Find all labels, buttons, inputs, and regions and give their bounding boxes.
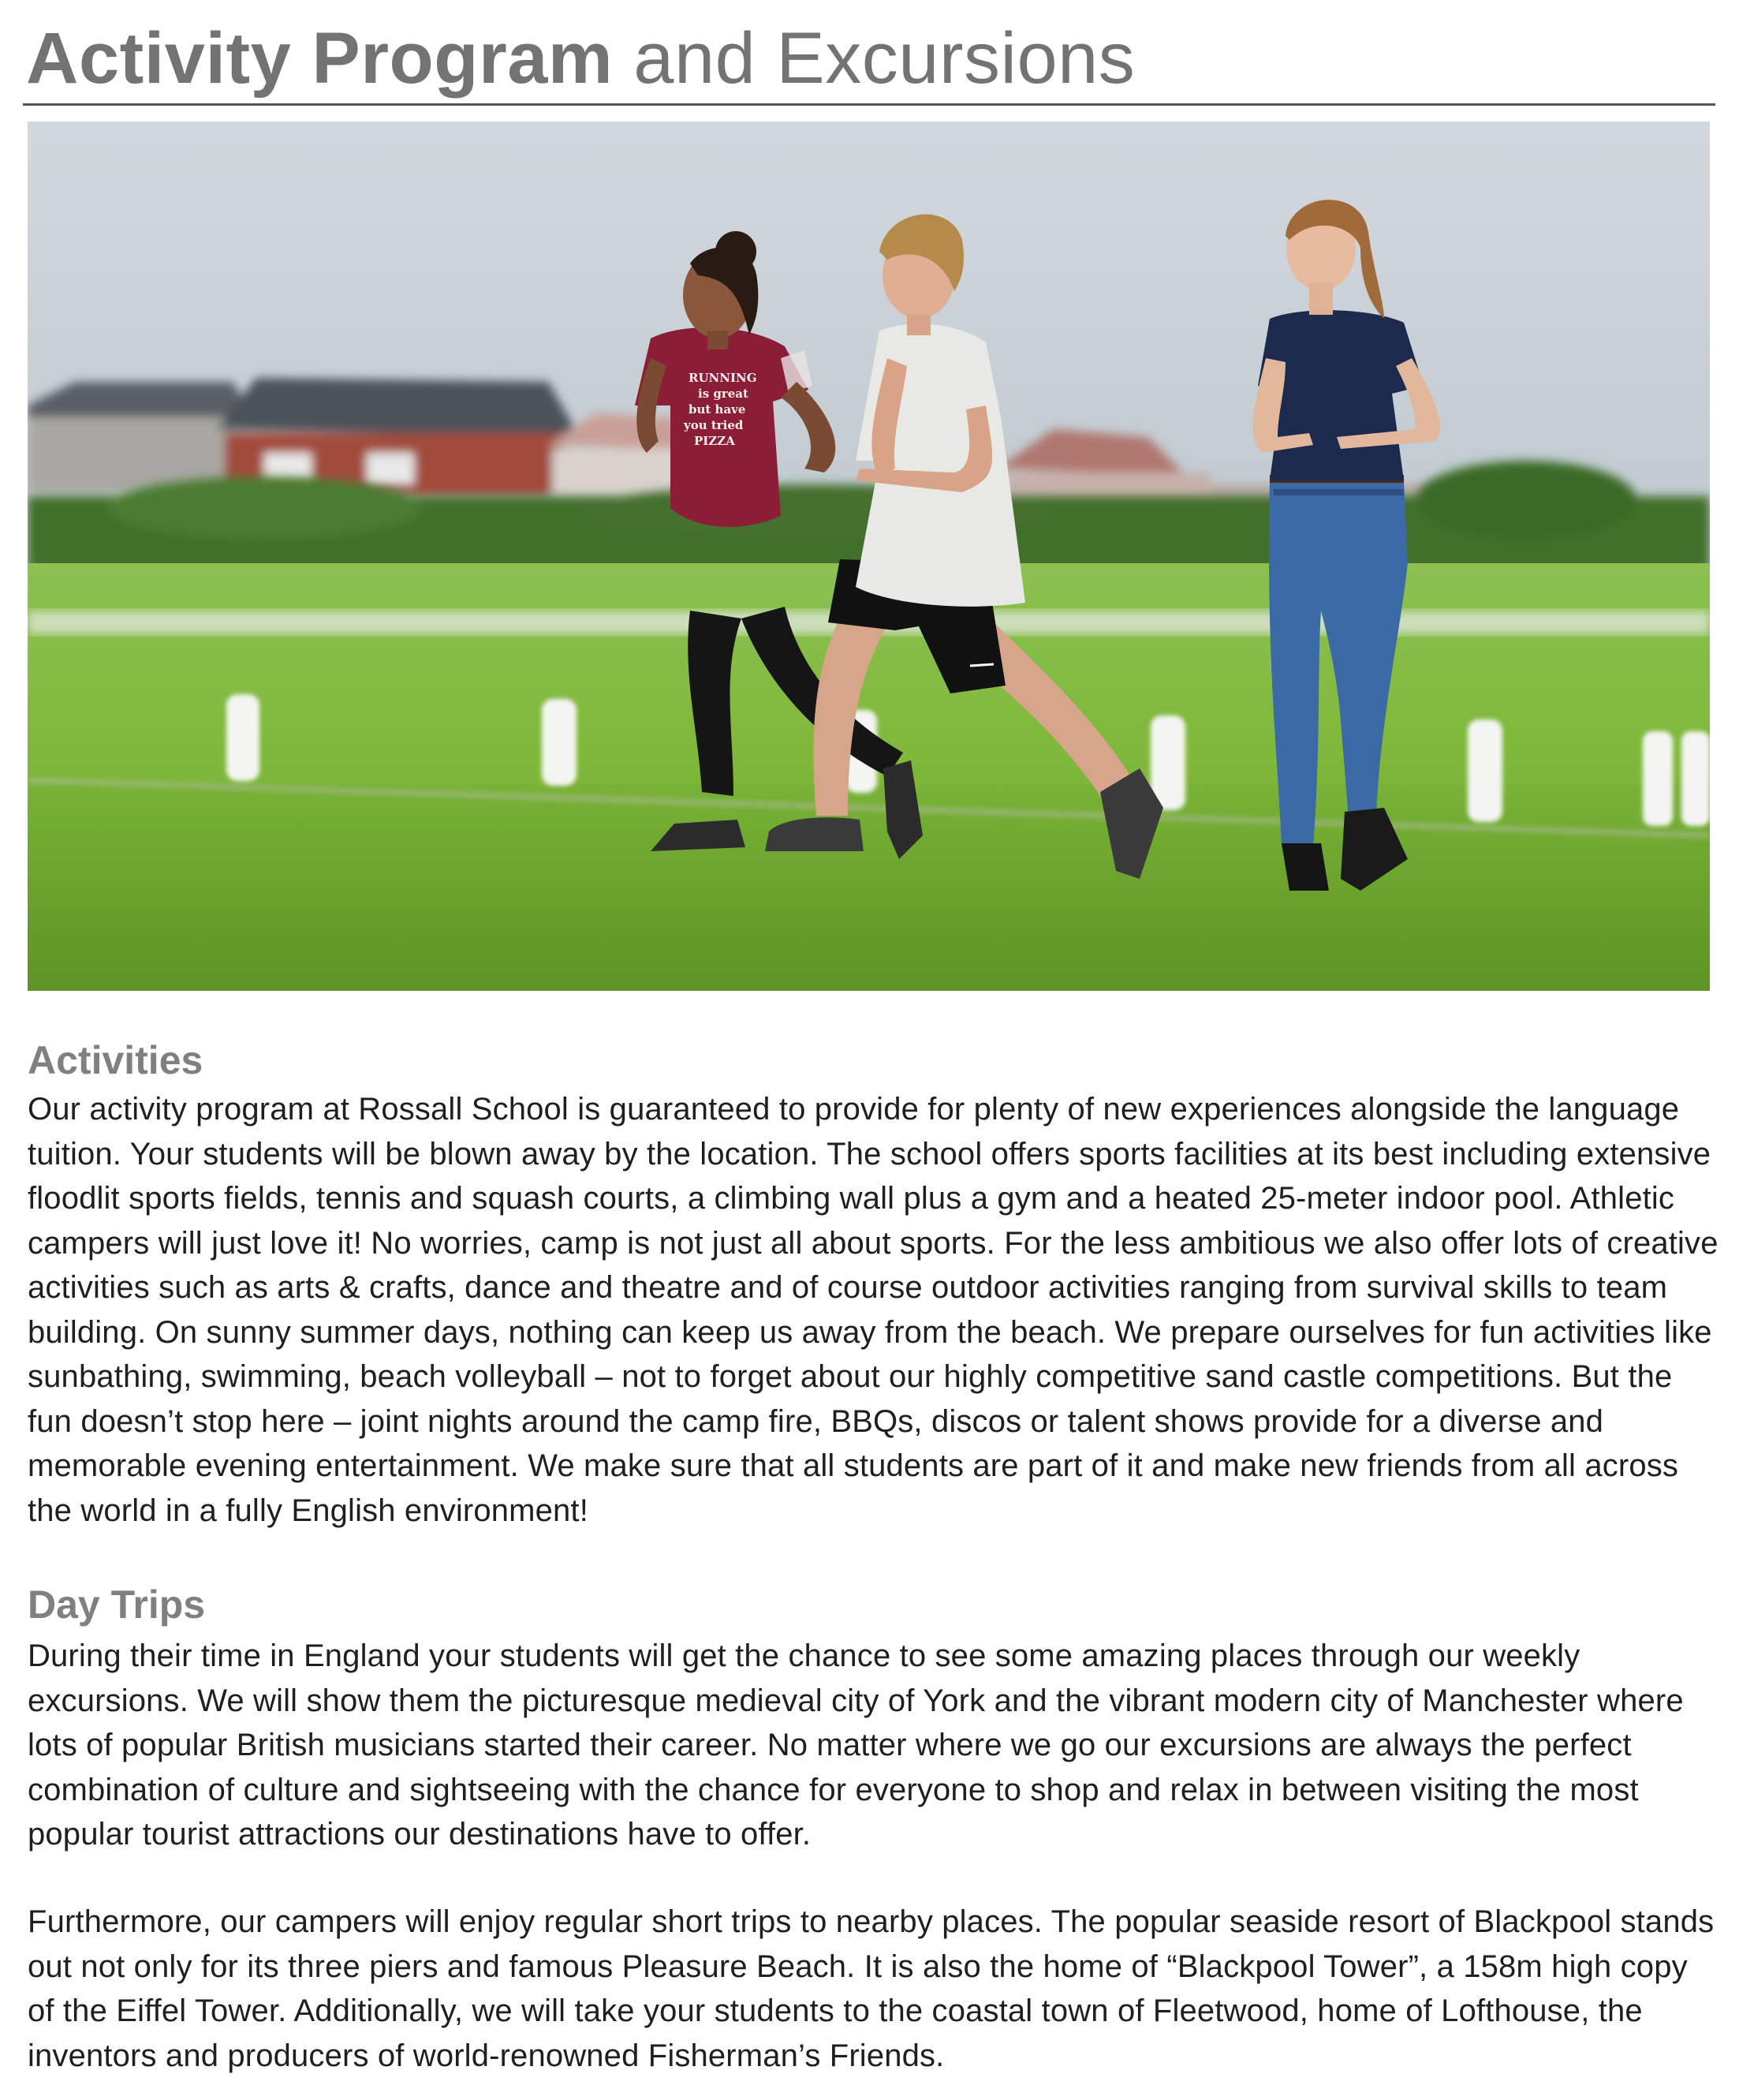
day-trips-heading: Day Trips xyxy=(28,1582,206,1627)
page-title xyxy=(26,11,1135,106)
day-trips-paragraph-2: Furthermore, our campers will enjoy regular short trips to nearby places. The popular seaside resort of Blackpool stands out not only for its three piers and famous Pleasure Beach. It is also the home of “Blackpool Tower”, a 158m high copy of the Eiffel Tower. Additionally, we will take your students to the coastal town of Fleetwood, home of Lofthouse, the inventors and producers of world-renowned Fisherman’s Friends. xyxy=(28,1904,1715,2073)
title-underline xyxy=(23,103,1715,106)
day-trips-paragraph-1: During their time in England your students will get the chance to see some amazing places through our weekly excursions. We will show them the picturesque medieval city of York and the vibrant modern city of Manchester where lots of popular British musicians started their career. No matter where we go our excursions are always the perfect combination of culture and sightseeing with the chance for everyone to shop and relax in between visiting the most popular tourist attractions our destinations have to offer. xyxy=(28,1639,1684,1852)
shirt-text-line-2: is great xyxy=(698,387,748,401)
shirt-text-line-1: RUNNING xyxy=(689,371,757,385)
page-title-rest: and Excursions xyxy=(613,18,1136,99)
hero-photo xyxy=(28,121,1710,991)
shirt-text-line-3: but have xyxy=(689,402,746,417)
activities-heading: Activities xyxy=(28,1038,203,1082)
shirt-text-line-4: you tried xyxy=(684,418,744,432)
shirt-text-line-5: PIZZA xyxy=(694,434,735,448)
page-title-bold: Activity Program xyxy=(26,18,614,99)
activities-paragraph: Our activity program at Rossall School is guaranteed to provide for plenty of new experiences alongside the language tuition. Your students will be blown away by the location. The school offers sports facilities at its best including extensive floodlit sports fields, tennis and squash courts, a climbing wall plus a gym and a heated 25-meter indoor pool. Athletic campers will just love it! No worries, camp is not just all about sports. For the less ambitious we also offer lots of creative activities such as arts & crafts, dance and theatre and of course outdoor activities ranging from survival skills to team building. On sunny summer days, nothing can keep us away from the beach. We prepare ourselves for fun activities like sunbathing, swimming, beach volleyball – not to forget about our highly competitive sand castle competitions. But the fun doesn’t stop here – joint nights around the camp fire, BBQs, discos or talent shows provide for a diverse and memorable evening entertainment. We make sure that all students are part of it and make new friends from all across the world in a fully English environment! xyxy=(28,1092,1718,1528)
